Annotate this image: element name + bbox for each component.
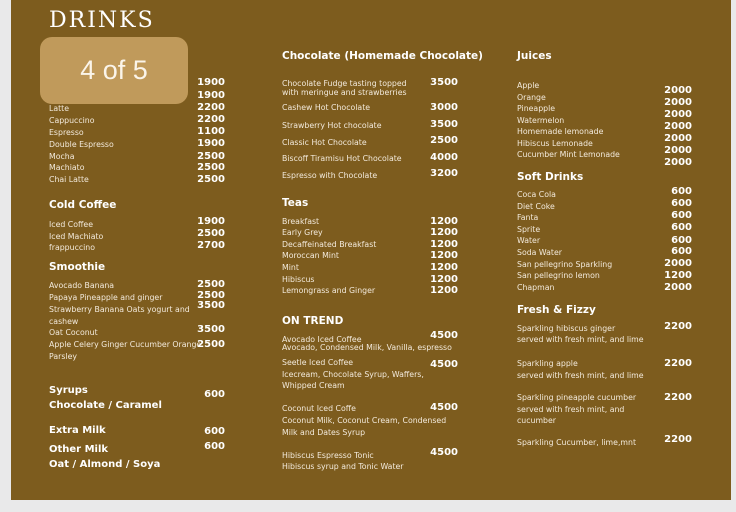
list-item: Hibiscus Espresso Tonic	[282, 451, 374, 460]
price: 3000	[430, 102, 458, 113]
list-item-detail: Coconut Milk, Coconut Cream, Condensed	[282, 416, 447, 425]
price: 2000	[664, 133, 692, 144]
price: 2200	[664, 321, 692, 332]
price: 4500	[430, 330, 458, 341]
price: 4500	[430, 359, 458, 370]
list-item: Biscoff Tiramisu Hot Chocolate	[282, 154, 402, 163]
price: 2500	[197, 279, 225, 290]
price: 600	[204, 426, 225, 437]
list-item: Avocado Banana	[49, 281, 115, 290]
list-item: Chapman	[517, 283, 555, 292]
list-item-detail: Icecream, Chocolate Syrup, Waffers,	[282, 370, 424, 379]
price: 1200	[430, 239, 458, 250]
list-item: Espresso with Chocolate	[282, 171, 378, 180]
list-item: Strawberry Hot chocolate	[282, 121, 382, 130]
list-item: Parsley	[49, 352, 77, 361]
list-item: Latte	[49, 104, 70, 113]
price: 2500	[197, 228, 225, 239]
price: 2000	[664, 258, 692, 269]
list-item: Mint	[282, 263, 299, 272]
list-item: Double Espresso	[49, 140, 114, 149]
price: 600	[204, 441, 225, 452]
price: 2500	[197, 162, 225, 173]
list-item: Papaya Pineapple and ginger	[49, 293, 163, 302]
other-milk-options: Oat / Almond / Soya	[49, 459, 161, 470]
extra-milk-heading: Extra Milk	[49, 425, 106, 436]
price: 3200	[430, 168, 458, 179]
list-item: Coconut Iced Coffe	[282, 404, 356, 413]
list-item: Cappuccino	[49, 116, 95, 125]
price: 4500	[430, 402, 458, 413]
page-indicator-badge: 4 of 5	[40, 37, 188, 104]
price: 1200	[430, 216, 458, 227]
price: 1200	[664, 270, 692, 281]
cold-coffee-heading: Cold Coffee	[49, 199, 117, 211]
list-item: cashew	[49, 317, 79, 326]
syrups-options: Chocolate / Caramel	[49, 400, 162, 411]
list-item: Pineapple	[517, 104, 556, 113]
price: 600	[204, 389, 225, 400]
list-item: Early Grey	[282, 228, 323, 237]
price: 2000	[664, 85, 692, 96]
price: 2500	[197, 174, 225, 185]
price: 2200	[664, 392, 692, 403]
price: 2500	[197, 339, 225, 350]
menu-page	[11, 0, 731, 500]
syrups-heading: Syrups	[49, 385, 88, 396]
price: 2000	[664, 97, 692, 108]
price: 1200	[430, 262, 458, 273]
list-item-detail: Milk and Dates Syrup	[282, 428, 366, 437]
price: 2500	[197, 151, 225, 162]
price: 4500	[430, 447, 458, 458]
price: 2000	[664, 121, 692, 132]
smoothie-heading: Smoothie	[49, 261, 106, 273]
price: 3500	[197, 324, 225, 335]
list-item: Sprite	[517, 225, 541, 234]
price: 2200	[664, 358, 692, 369]
list-item: Soda Water	[517, 248, 562, 257]
list-item: Cashew Hot Chocolate	[282, 103, 371, 112]
price: 2200	[197, 102, 225, 113]
price: 2000	[664, 282, 692, 293]
list-item: Cucumber Mint Lemonade	[517, 150, 620, 159]
list-item: Machiato	[49, 163, 85, 172]
fresh-fizzy-heading: Fresh & Fizzy	[517, 304, 596, 316]
juices-heading: Juices	[517, 50, 552, 62]
price: 600	[671, 222, 692, 233]
price: 1200	[430, 227, 458, 238]
list-item: frappuccino	[49, 243, 96, 252]
page-title: DRINKS	[49, 8, 155, 33]
price: 1100	[197, 126, 225, 137]
list-item: Orange	[517, 93, 546, 102]
list-item: Chai Latte	[49, 175, 89, 184]
list-item: Breakfast	[282, 217, 320, 226]
list-item: Diet Coke	[517, 202, 555, 211]
price: 600	[671, 210, 692, 221]
list-item-detail: Hibiscus syrup and Tonic Water	[282, 462, 404, 471]
price: 2000	[664, 157, 692, 168]
price: 600	[671, 198, 692, 209]
price: 3500	[430, 77, 458, 88]
list-item-detail: served with fresh mint, and lime	[517, 371, 644, 380]
price: 4000	[430, 152, 458, 163]
list-item-detail: Whipped Cream	[282, 381, 345, 390]
price: 1900	[197, 216, 225, 227]
price: 2500	[430, 135, 458, 146]
list-item: San pellegrino lemon	[517, 271, 600, 280]
list-item-detail: served with fresh mint, and lime	[517, 335, 644, 344]
list-item: Sparkling pineapple cucumber	[517, 393, 637, 402]
price: 2200	[664, 434, 692, 445]
price: 2000	[664, 145, 692, 156]
list-item: Sparkling apple	[517, 359, 578, 368]
price: 2500	[197, 290, 225, 301]
price: 600	[671, 246, 692, 257]
teas-heading: Teas	[282, 197, 309, 209]
price: 2200	[197, 114, 225, 125]
list-item: Apple Celery Ginger Cucumber Orange	[49, 340, 202, 349]
soft-drinks-heading: Soft Drinks	[517, 171, 584, 183]
list-item: San pellegrino Sparkling	[517, 260, 613, 269]
list-item: Lemongrass and Ginger	[282, 286, 376, 295]
list-item: Water	[517, 236, 541, 245]
list-item: Hibiscus Lemonade	[517, 139, 593, 148]
price: 3500	[430, 119, 458, 130]
list-item: Sparkling Cucumber, lime,mnt	[517, 438, 637, 447]
list-item-detail: Avocado, Condensed Milk, Vanilla, espresso	[282, 343, 452, 352]
list-item: Avocado Iced Coffee	[282, 335, 362, 344]
list-item: Fanta	[517, 213, 539, 222]
list-item: Homemade lemonade	[517, 127, 604, 136]
price: 1900	[197, 77, 225, 88]
list-item: Iced Machiato	[49, 232, 104, 241]
price: 1200	[430, 285, 458, 296]
list-item: Espresso	[49, 128, 84, 137]
list-item: Moroccan Mint	[282, 251, 339, 260]
list-item: Iced Coffee	[49, 220, 93, 229]
list-item-detail: cucumber	[517, 416, 557, 425]
price: 1900	[197, 90, 225, 101]
price: 1200	[430, 250, 458, 261]
list-item: Watermelon	[517, 116, 565, 125]
list-item: Coca Cola	[517, 190, 556, 199]
price: 3500	[197, 300, 225, 311]
price: 1200	[430, 274, 458, 285]
list-item: Decaffeinated Breakfast	[282, 240, 377, 249]
list-item: with meringue and strawberries	[282, 88, 407, 97]
list-item-detail: served with fresh mint, and	[517, 405, 625, 414]
list-item: Chocolate Fudge tasting topped	[282, 79, 407, 88]
chocolate-heading: Chocolate (Homemade Chocolate)	[282, 50, 483, 62]
price: 2000	[664, 109, 692, 120]
other-milk-heading: Other Milk	[49, 444, 109, 455]
list-item: Oat Coconut	[49, 328, 98, 337]
list-item: Mocha	[49, 152, 75, 161]
list-item: Strawberry Banana Oats yogurt and	[49, 305, 190, 314]
list-item: Seetle Iced Coffee	[282, 358, 354, 367]
on-trend-heading: ON TREND	[282, 315, 344, 327]
list-item: Classic Hot Chocolate	[282, 138, 367, 147]
list-item: Apple	[517, 81, 540, 90]
list-item: Hibiscus	[282, 275, 315, 284]
price: 600	[671, 186, 692, 197]
list-item: Sparkling hibiscus ginger	[517, 324, 616, 333]
price: 600	[671, 235, 692, 246]
price: 2700	[197, 240, 225, 251]
price: 1900	[197, 138, 225, 149]
